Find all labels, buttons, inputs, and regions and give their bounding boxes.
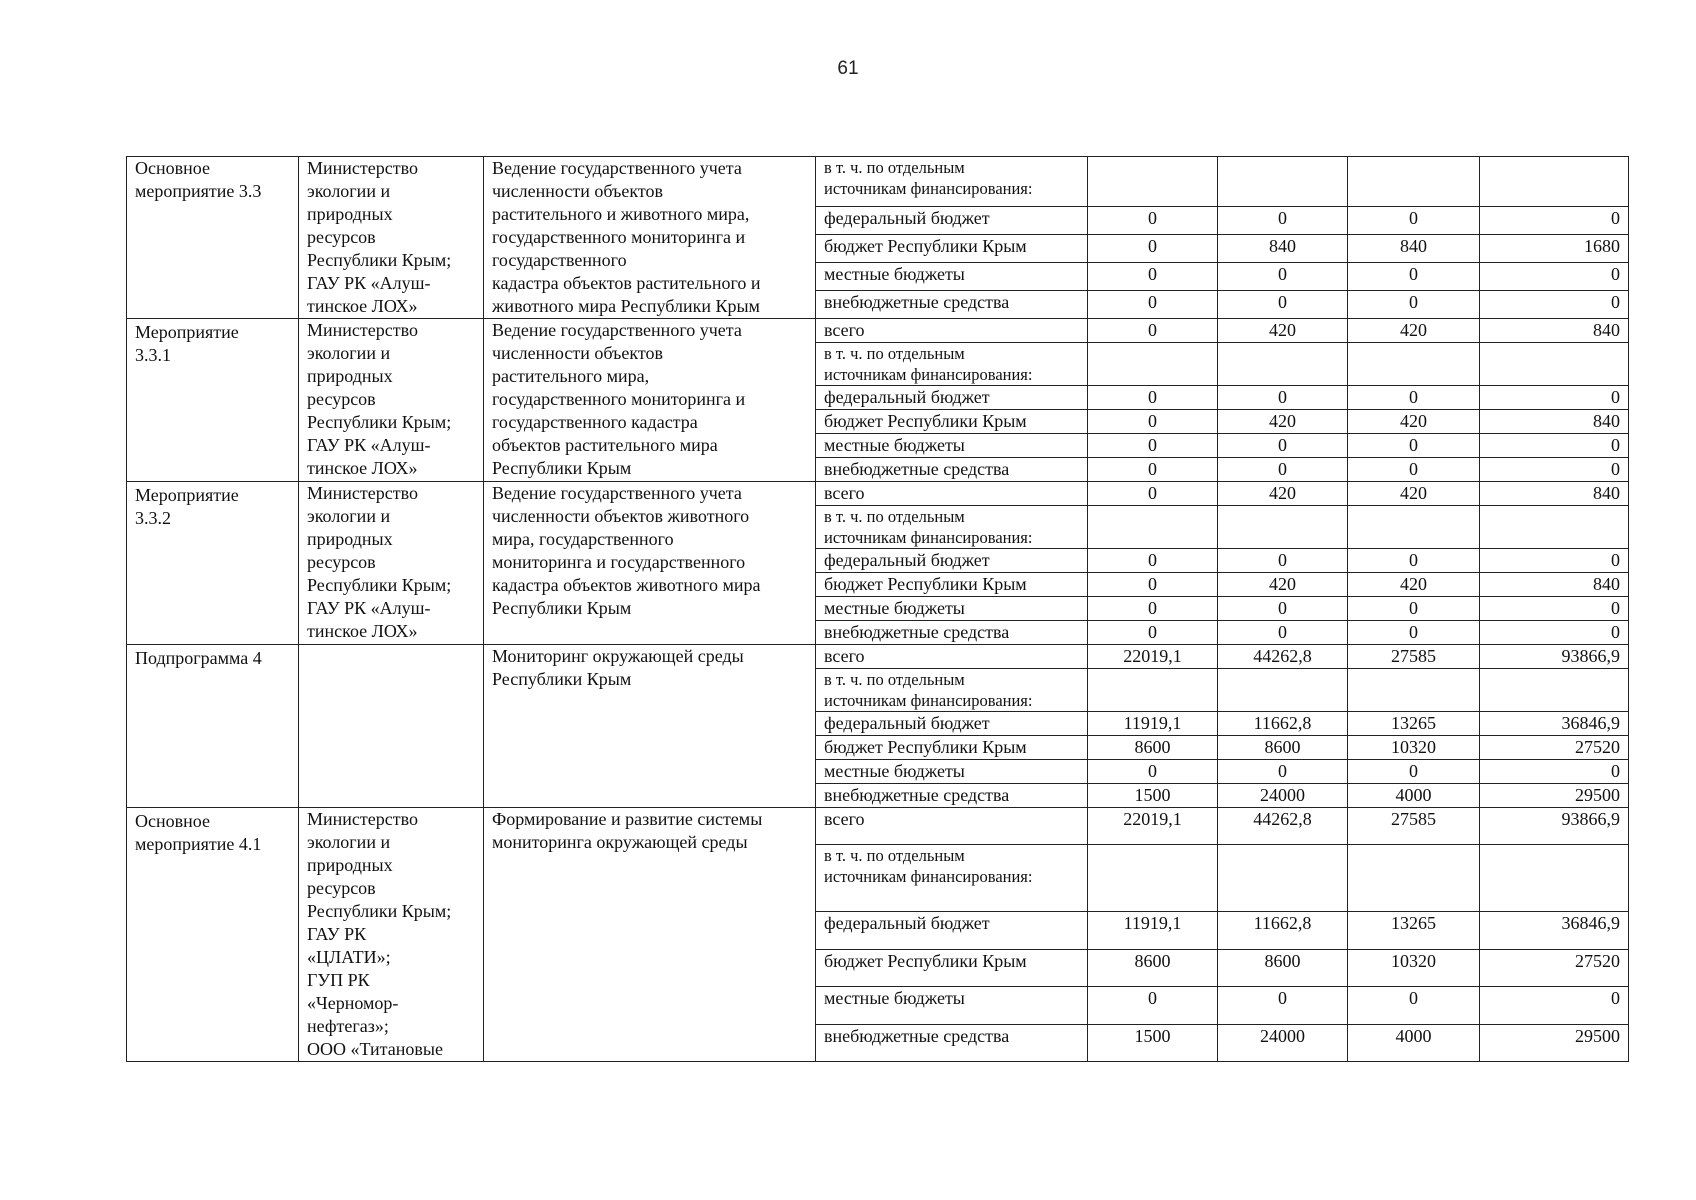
amount-cell: 0 [1348, 434, 1480, 458]
amount-cell [1088, 506, 1218, 549]
funding-source-cell: местные бюджеты [816, 597, 1088, 621]
amount-cell: 0 [1218, 207, 1348, 235]
amount-cell [1480, 506, 1629, 549]
amount-cell: 27585 [1348, 645, 1480, 669]
amount-cell [1218, 506, 1348, 549]
amount-cell: 0 [1218, 760, 1348, 784]
funding-source-cell: местные бюджеты [816, 760, 1088, 784]
amount-cell: 93866,9 [1480, 645, 1629, 669]
funding-source-cell: местные бюджеты [816, 987, 1088, 1024]
amount-cell: 0 [1348, 549, 1480, 573]
amount-cell: 0 [1480, 207, 1629, 235]
amount-cell: 27520 [1480, 949, 1629, 986]
funding-source-cell: бюджет Республики Крым [816, 736, 1088, 760]
amount-cell: 840 [1480, 319, 1629, 343]
amount-cell [1480, 343, 1629, 386]
amount-cell: 29500 [1480, 1024, 1629, 1061]
event-name-cell: Основное мероприятие 4.1 [127, 808, 299, 1062]
funding-source-cell: бюджет Республики Крым [816, 949, 1088, 986]
description-cell: Ведение государственного учета численности объектов растительного и животного мира, государственного мониторинга и государственного кадастра объектов растительного и животного мира Республики Крым [484, 157, 816, 319]
amount-cell: 4000 [1348, 784, 1480, 808]
amount-cell: 0 [1348, 263, 1480, 291]
table-row [127, 319, 1629, 343]
amount-cell: 11919,1 [1088, 712, 1218, 736]
amount-cell: 0 [1480, 291, 1629, 319]
amount-cell [1348, 506, 1480, 549]
amount-cell: 0 [1348, 597, 1480, 621]
amount-cell: 0 [1088, 573, 1218, 597]
amount-cell: 0 [1480, 597, 1629, 621]
amount-cell: 420 [1348, 410, 1480, 434]
event-name-cell: Подпрограмма 4 [127, 645, 299, 808]
amount-cell: 0 [1348, 458, 1480, 482]
amount-cell: 0 [1480, 386, 1629, 410]
amount-cell [1480, 845, 1629, 912]
amount-cell: 1500 [1088, 1024, 1218, 1061]
amount-cell: 36846,9 [1480, 912, 1629, 949]
amount-cell [1218, 157, 1348, 207]
amount-cell: 0 [1088, 235, 1218, 263]
amount-cell: 24000 [1218, 784, 1348, 808]
amount-cell: 4000 [1348, 1024, 1480, 1061]
amount-cell: 0 [1088, 434, 1218, 458]
amount-cell: 0 [1088, 410, 1218, 434]
description-cell: Ведение государственного учета численности объектов растительного мира, государственного мониторинга и государственного кадастра объектов растительного мира Республики Крым [484, 319, 816, 482]
amount-cell: 1680 [1480, 235, 1629, 263]
table-row [127, 157, 1629, 207]
amount-cell [1088, 669, 1218, 712]
amount-cell: 29500 [1480, 784, 1629, 808]
amount-cell: 11662,8 [1218, 712, 1348, 736]
amount-cell: 0 [1088, 549, 1218, 573]
amount-cell [1218, 845, 1348, 912]
amount-cell: 0 [1480, 263, 1629, 291]
funding-source-cell: всего [816, 645, 1088, 669]
amount-cell: 420 [1218, 410, 1348, 434]
amount-cell: 13265 [1348, 712, 1480, 736]
executor-cell [299, 645, 484, 808]
amount-cell: 840 [1480, 573, 1629, 597]
funding-source-cell: в т. ч. по отдельным источникам финансирования: [816, 343, 1088, 386]
amount-cell [1348, 343, 1480, 386]
amount-cell: 1500 [1088, 784, 1218, 808]
executor-cell: Министерство экологии и природных ресурсов Республики Крым; ГАУ РК «Алуш- тинское ЛОХ» [299, 319, 484, 482]
amount-cell: 0 [1218, 458, 1348, 482]
amount-cell: 13265 [1348, 912, 1480, 949]
amount-cell: 0 [1088, 263, 1218, 291]
funding-table [126, 156, 1629, 1062]
amount-cell [1088, 845, 1218, 912]
amount-cell: 0 [1480, 987, 1629, 1024]
description-cell: Мониторинг окружающей среды Республики Крым [484, 645, 816, 808]
funding-source-cell: в т. ч. по отдельным источникам финансирования: [816, 157, 1088, 207]
amount-cell [1480, 669, 1629, 712]
amount-cell: 0 [1088, 386, 1218, 410]
funding-source-cell: в т. ч. по отдельным источникам финансирования: [816, 669, 1088, 712]
funding-source-cell: федеральный бюджет [816, 549, 1088, 573]
amount-cell: 0 [1480, 458, 1629, 482]
amount-cell: 0 [1348, 386, 1480, 410]
amount-cell: 420 [1348, 319, 1480, 343]
funding-source-cell: внебюджетные средства [816, 621, 1088, 645]
funding-source-cell: всего [816, 808, 1088, 845]
amount-cell: 22019,1 [1088, 808, 1218, 845]
amount-cell: 0 [1088, 987, 1218, 1024]
event-name-cell: Мероприятие 3.3.2 [127, 482, 299, 645]
table-row [127, 645, 1629, 669]
amount-cell: 0 [1480, 760, 1629, 784]
amount-cell: 8600 [1088, 736, 1218, 760]
funding-source-cell: бюджет Республики Крым [816, 235, 1088, 263]
amount-cell: 8600 [1088, 949, 1218, 986]
amount-cell: 0 [1218, 434, 1348, 458]
amount-cell: 11919,1 [1088, 912, 1218, 949]
funding-source-cell: бюджет Республики Крым [816, 410, 1088, 434]
amount-cell: 0 [1348, 207, 1480, 235]
amount-cell [1480, 157, 1629, 207]
amount-cell [1218, 343, 1348, 386]
amount-cell: 0 [1218, 621, 1348, 645]
amount-cell [1218, 669, 1348, 712]
amount-cell [1088, 157, 1218, 207]
amount-cell [1348, 845, 1480, 912]
funding-source-cell: внебюджетные средства [816, 291, 1088, 319]
amount-cell: 22019,1 [1088, 645, 1218, 669]
amount-cell: 0 [1218, 987, 1348, 1024]
description-cell: Ведение государственного учета численности объектов животного мира, государственного мониторинга и государственного кадастра объектов животного мира Республики Крым [484, 482, 816, 645]
amount-cell: 10320 [1348, 736, 1480, 760]
amount-cell: 8600 [1218, 949, 1348, 986]
amount-cell: 0 [1088, 291, 1218, 319]
amount-cell [1348, 669, 1480, 712]
funding-source-cell: внебюджетные средства [816, 1024, 1088, 1061]
amount-cell: 11662,8 [1218, 912, 1348, 949]
amount-cell: 0 [1348, 987, 1480, 1024]
page-number: 61 [837, 58, 859, 79]
amount-cell: 0 [1218, 386, 1348, 410]
amount-cell: 0 [1218, 263, 1348, 291]
amount-cell: 0 [1218, 549, 1348, 573]
amount-cell: 93866,9 [1480, 808, 1629, 845]
executor-cell: Министерство экологии и природных ресурсов Республики Крым; ГАУ РК «Алуш- тинское ЛОХ» [299, 482, 484, 645]
amount-cell: 840 [1348, 235, 1480, 263]
description-cell: Формирование и развитие системы мониторинга окружающей среды [484, 808, 816, 1062]
funding-source-cell: всего [816, 482, 1088, 506]
amount-cell [1348, 157, 1480, 207]
amount-cell: 0 [1348, 760, 1480, 784]
amount-cell: 0 [1088, 458, 1218, 482]
amount-cell: 8600 [1218, 736, 1348, 760]
funding-source-cell: местные бюджеты [816, 263, 1088, 291]
amount-cell: 0 [1480, 621, 1629, 645]
amount-cell: 840 [1480, 482, 1629, 506]
amount-cell: 0 [1218, 597, 1348, 621]
executor-cell: Министерство экологии и природных ресурсов Республики Крым; ГАУ РК «Алуш- тинское ЛОХ» [299, 157, 484, 319]
amount-cell: 0 [1088, 207, 1218, 235]
funding-source-cell: местные бюджеты [816, 434, 1088, 458]
amount-cell: 420 [1218, 482, 1348, 506]
amount-cell: 840 [1480, 410, 1629, 434]
table-row [127, 482, 1629, 506]
funding-source-cell: федеральный бюджет [816, 712, 1088, 736]
funding-source-cell: внебюджетные средства [816, 458, 1088, 482]
amount-cell: 840 [1218, 235, 1348, 263]
funding-source-cell: внебюджетные средства [816, 784, 1088, 808]
amount-cell: 0 [1480, 549, 1629, 573]
amount-cell: 27585 [1348, 808, 1480, 845]
amount-cell: 0 [1480, 434, 1629, 458]
funding-source-cell: в т. ч. по отдельным источникам финансирования: [816, 845, 1088, 912]
funding-source-cell: в т. ч. по отдельным источникам финансирования: [816, 506, 1088, 549]
amount-cell: 27520 [1480, 736, 1629, 760]
amount-cell: 0 [1348, 291, 1480, 319]
funding-source-cell: всего [816, 319, 1088, 343]
funding-source-cell: федеральный бюджет [816, 912, 1088, 949]
amount-cell: 0 [1218, 291, 1348, 319]
funding-source-cell: бюджет Республики Крым [816, 573, 1088, 597]
event-name-cell: Основное мероприятие 3.3 [127, 157, 299, 319]
amount-cell: 24000 [1218, 1024, 1348, 1061]
amount-cell: 420 [1218, 573, 1348, 597]
amount-cell: 420 [1218, 319, 1348, 343]
amount-cell: 44262,8 [1218, 808, 1348, 845]
amount-cell: 44262,8 [1218, 645, 1348, 669]
amount-cell: 0 [1348, 621, 1480, 645]
amount-cell: 0 [1088, 621, 1218, 645]
executor-cell: Министерство экологии и природных ресурсов Республики Крым; ГАУ РК «ЦЛАТИ»; ГУП РК «Черномор- нефтегаз»; ООО «Титановые [299, 808, 484, 1062]
amount-cell: 0 [1088, 319, 1218, 343]
funding-source-cell: федеральный бюджет [816, 207, 1088, 235]
event-name-cell: Мероприятие 3.3.1 [127, 319, 299, 482]
amount-cell: 0 [1088, 760, 1218, 784]
amount-cell [1088, 343, 1218, 386]
amount-cell: 0 [1088, 482, 1218, 506]
amount-cell: 420 [1348, 482, 1480, 506]
amount-cell: 0 [1088, 597, 1218, 621]
amount-cell: 10320 [1348, 949, 1480, 986]
amount-cell: 420 [1348, 573, 1480, 597]
amount-cell: 36846,9 [1480, 712, 1629, 736]
funding-source-cell: федеральный бюджет [816, 386, 1088, 410]
table-row [127, 808, 1629, 845]
